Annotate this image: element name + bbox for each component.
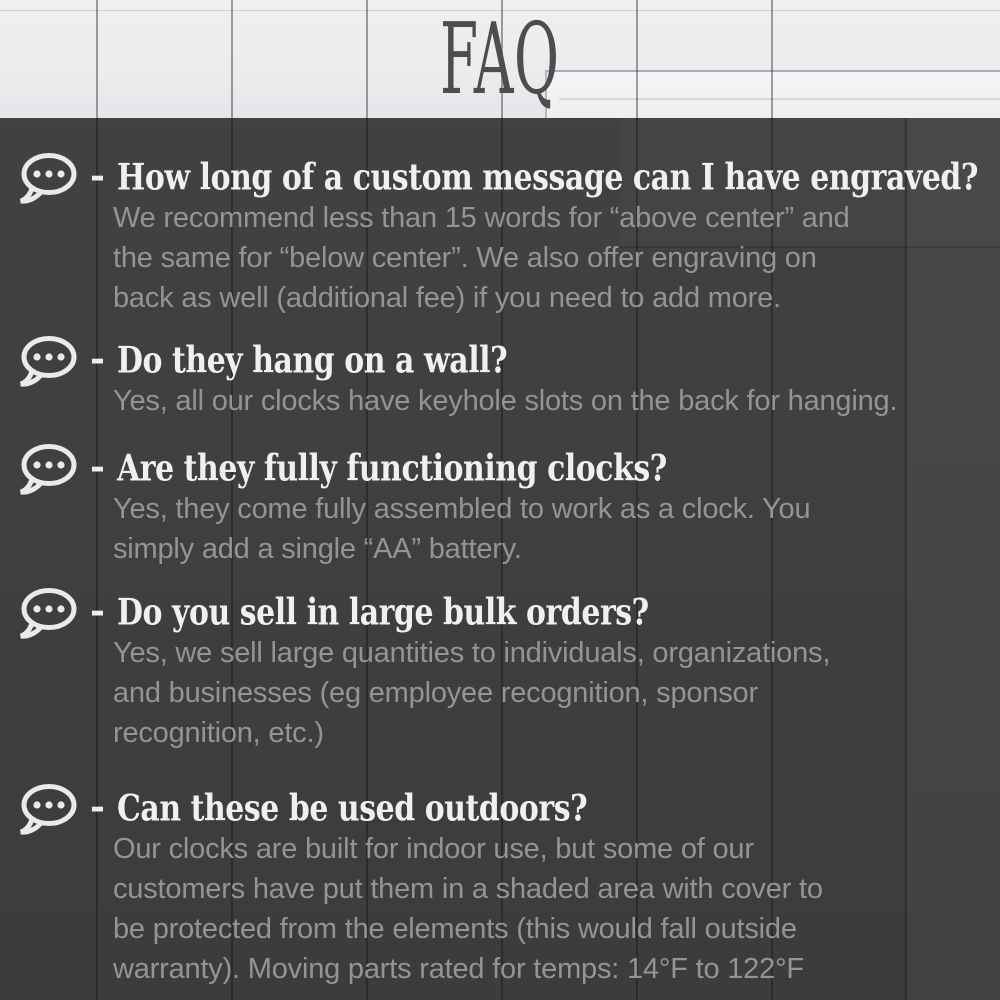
faq-item <box>18 586 1000 753</box>
answer-text <box>113 381 1000 421</box>
speech-bubble-icon <box>18 335 78 387</box>
answer-line: simply add a single “AA” battery. <box>113 533 522 565</box>
answer-line: warranty). Moving parts rated for temps: 14°F to 122°F <box>113 953 804 985</box>
faq-item <box>18 151 1000 318</box>
answer-text <box>113 829 1000 989</box>
dash-separator: - <box>90 786 105 828</box>
answer-line: We recommend less than 15 words for “above center” and <box>113 202 850 234</box>
question-text: Do they hang on a wall? <box>116 339 508 383</box>
question-text: Are they fully functioning clocks? <box>116 447 667 491</box>
answer-text <box>113 198 1000 318</box>
dash-separator: - <box>90 446 105 488</box>
answer-line: be protected from the elements (this would fall outside <box>113 913 797 945</box>
dash-separator: - <box>90 155 105 197</box>
answer-line: Yes, all our clocks have keyhole slots on the back for hanging. <box>113 385 898 417</box>
answer-line: Yes, we sell large quantities to individuals, organizations, <box>113 637 831 669</box>
answer-line: and businesses (eg employee recognition, sponsor <box>113 677 758 709</box>
answer-line: Yes, they come fully assembled to work as a clock. You <box>113 493 811 525</box>
faq-item <box>18 334 1000 421</box>
faq-item <box>18 782 1000 989</box>
question-text: Can these be used outdoors? <box>116 787 588 831</box>
dash-separator: - <box>90 590 105 632</box>
faq-item <box>18 442 1000 569</box>
answer-text <box>113 633 1000 753</box>
speech-bubble-icon <box>18 587 78 639</box>
answer-line: the same for “below center”. We also offer engraving on <box>113 242 817 274</box>
dash-separator: - <box>90 338 105 380</box>
speech-bubble-icon <box>18 152 78 204</box>
answer-line: back as well (additional fee) if you need to add more. <box>113 282 781 314</box>
question-text: How long of a custom message can I have engraved? <box>116 156 978 200</box>
speech-bubble-icon <box>18 443 78 495</box>
speech-bubble-icon <box>18 783 78 835</box>
answer-line: Our clocks are built for indoor use, but some of our <box>113 833 754 865</box>
question-row <box>18 586 1000 640</box>
answer-line: recognition, etc.) <box>113 717 324 749</box>
answer-line: customers have put them in a shaded area with cover to <box>113 873 823 905</box>
page-title-text: FAQ <box>440 3 560 117</box>
question-text: Do you sell in large bulk orders? <box>116 591 649 635</box>
page-title <box>0 0 1000 120</box>
answer-text <box>113 489 1000 569</box>
question-row <box>18 151 1000 205</box>
question-row <box>18 334 1000 388</box>
question-row <box>18 442 1000 496</box>
question-row <box>18 782 1000 836</box>
